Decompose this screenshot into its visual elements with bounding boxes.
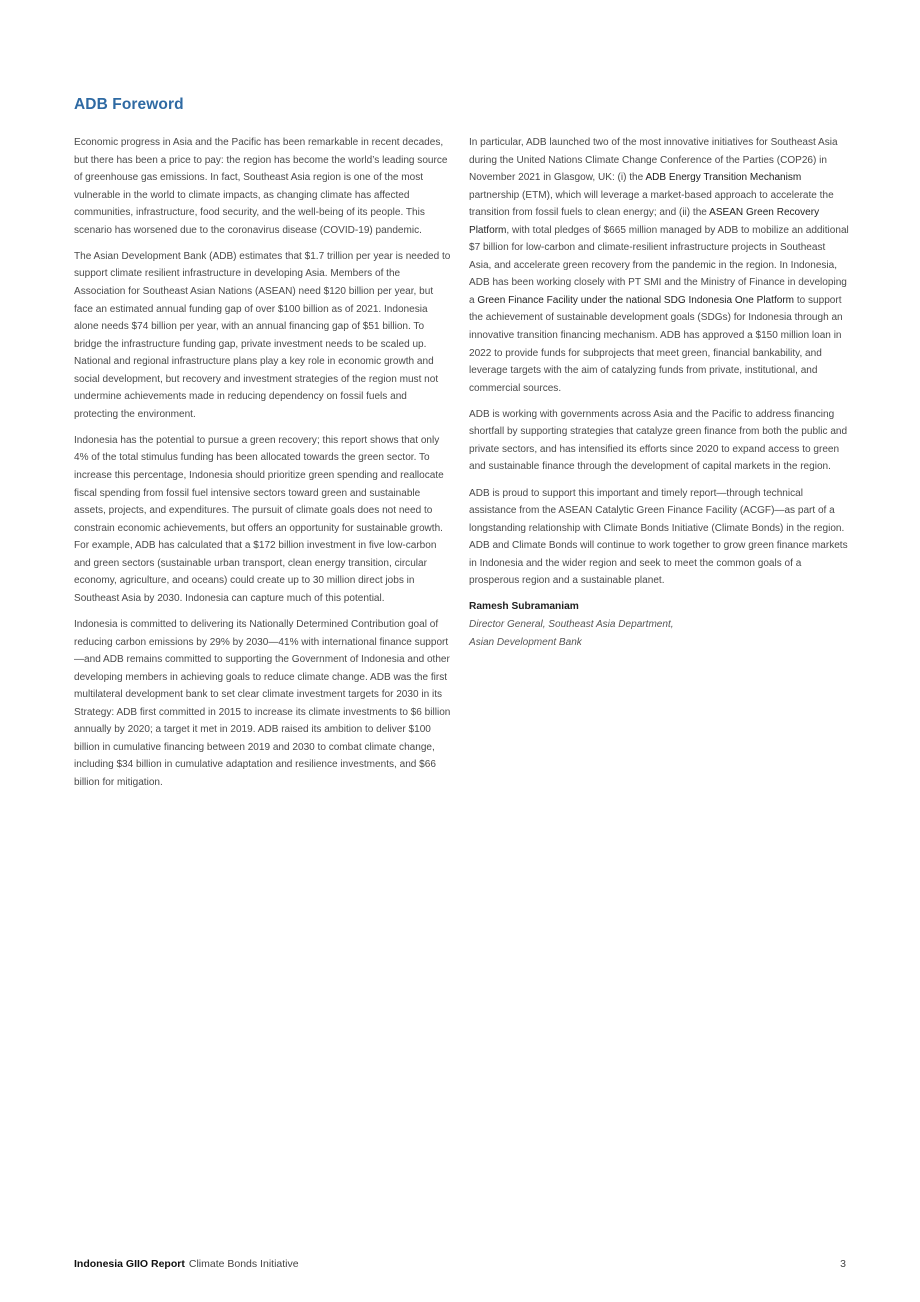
paragraph: The Asian Development Bank (ADB) estimates that $1.7 trillion per year is needed to support climate resilient infrastructure in developing Asia. Members of the Association for Southeast Asian Nations (ASEAN) need $120 billion per year, but face an estimated annual funding gap of over $100 billion as of 2021. Indonesia alone needs $74 billion per year, with an annual financing gap of $51 billion. To bridge the infrastructure funding gap, private investment needs to be scaled up. National and regional infrastructure plans play a key role in economic growth and social development, but recovery and investment strategies of the region must not undermine achievements made in reducing dependency on fossil fuels and protecting the environment. — [74, 250, 451, 420]
etm-link[interactable]: ADB Energy Transition Mechanism — [645, 172, 802, 184]
paragraph-text: , with total pledges of $665 million managed by ADB to mobilize an additional $7 billion for low-carbon and climate-resilient infrastructure projects in Southeast Asia, and accelerate green recovery from the pandemic in the region. In Indonesia, ADB has been working closely with PT SMI and the Ministry of Finance in developing a — [469, 224, 849, 306]
paragraph: ADB is proud to support this important and timely report—through technical assistance from the ASEAN Catalytic Green Finance Facility (ACGF)—as part of a longstanding relationship with Climate Bonds Initiative (Climate Bonds) in the region. ADB and Climate Bonds will continue to work together to grow green finance markets in Indonesia and the wider region and seek to meet the common goals of a prosperous region and a sustainable planet. — [469, 487, 848, 587]
left-column — [74, 134, 452, 800]
green-recovery-platform-link[interactable]: ASEAN Green Recovery Platform — [469, 207, 820, 236]
paragraph-text: partnership (ETM), which will leverage a market-based approach to accelerate the transition from fossil fuels to clean energy; and (ii) the — [469, 189, 834, 219]
paragraph-text: to support the achievement of sustainable development goals (SDGs) for Indonesia through an innovative transition financing mechanism. ADB has approved a $150 million loan in 2022 to provide funds for subprojects that meet green, financial bankability, and leverage targets with the aim of catalyzing funds from private, institutional, and commercial sources. — [469, 294, 843, 394]
signatory-organization: Asian Development Bank — [469, 636, 582, 648]
signatory-name: Ramesh Subramaniam — [469, 601, 579, 613]
green-finance-facility-link[interactable]: Green Finance Facility under the national SDG Indonesia One Platform — [477, 294, 795, 306]
paragraph: Economic progress in Asia and the Pacific has been remarkable in recent decades, but there has been a price to pay: the region has become the world’s leading source of greenhouse gas emissions. In fact, Southeast Asia region is one of the most vulnerable in the world to climate impacts, as changing climate has affected communities, infrastructure, food security, and the well-being of its people. This scenario has worsened due to the coronavirus disease (COVID-19) pandemic. — [74, 137, 448, 236]
footer-report-name: Indonesia GIIO Report — [74, 1258, 185, 1270]
paragraph: ADB is working with governments across Asia and the Pacific to address financing shortfall by supporting strategies that catalyze green finance from both the public and private sectors, and has intensified its efforts since 2020 to expand access to green and sustainable finance through the development of capital markets in the region. — [469, 408, 848, 473]
signatory-role: Director General, Southeast Asia Department, — [469, 618, 674, 630]
right-column — [469, 134, 849, 651]
page-number: 3 — [840, 1258, 846, 1270]
page-title: ADB Foreword — [74, 96, 184, 113]
page-footer — [74, 1257, 846, 1271]
footer-organization: Climate Bonds Initiative — [188, 1258, 299, 1270]
paragraph: Indonesia has the potential to pursue a green recovery; this report shows that only 4% of the total stimulus funding has been allocated towards the green sector. To increase this percentage, Indonesia should prioritize green spending and reallocate fiscal spending from fossil fuel intensive sectors toward green and sustainable assets, projects, and expenditures. The pursuit of climate goals does not need to constrain economic achievements, but offers an opportunity for sustainable growth. For example, ADB has calculated that a $172 billion investment in five low-carbon and green sectors (sustainable urban transport, clean energy transition, circular economy, agriculture, and oceans) could create up to 30 million direct jobs in Southeast Asia by 2030. Indonesia can capture much of this potential. — [74, 434, 444, 604]
paragraph: Indonesia is committed to delivering its Nationally Determined Contribution goal of reducing carbon emissions by 29% by 2030—41% with international finance support—and ADB remains committed to supporting the Government of Indonesia and other developing members in achieving goals to reduce climate change. ADB was the first multilateral development bank to set clear climate investment targets for 2030 in its Strategy: ADB first committed in 2015 to increase its climate investments to $6 billion annually by 2020; a target it met in 2019. ADB raised its ambition to deliver $100 billion in cumulative financing between 2019 and 2030 to combat climate change, including $34 billion in cumulative adaptation and resilience investments, and $66 billion for mitigation. — [74, 619, 451, 788]
paragraph — [469, 134, 849, 397]
paragraph-text: In particular, ADB launched two of the most innovative initiatives for Southeast Asia during the United Nations Climate Change Conference of the Parties (COP26) in November 2021 in Glasgow, UK: (i) the — [469, 137, 838, 184]
